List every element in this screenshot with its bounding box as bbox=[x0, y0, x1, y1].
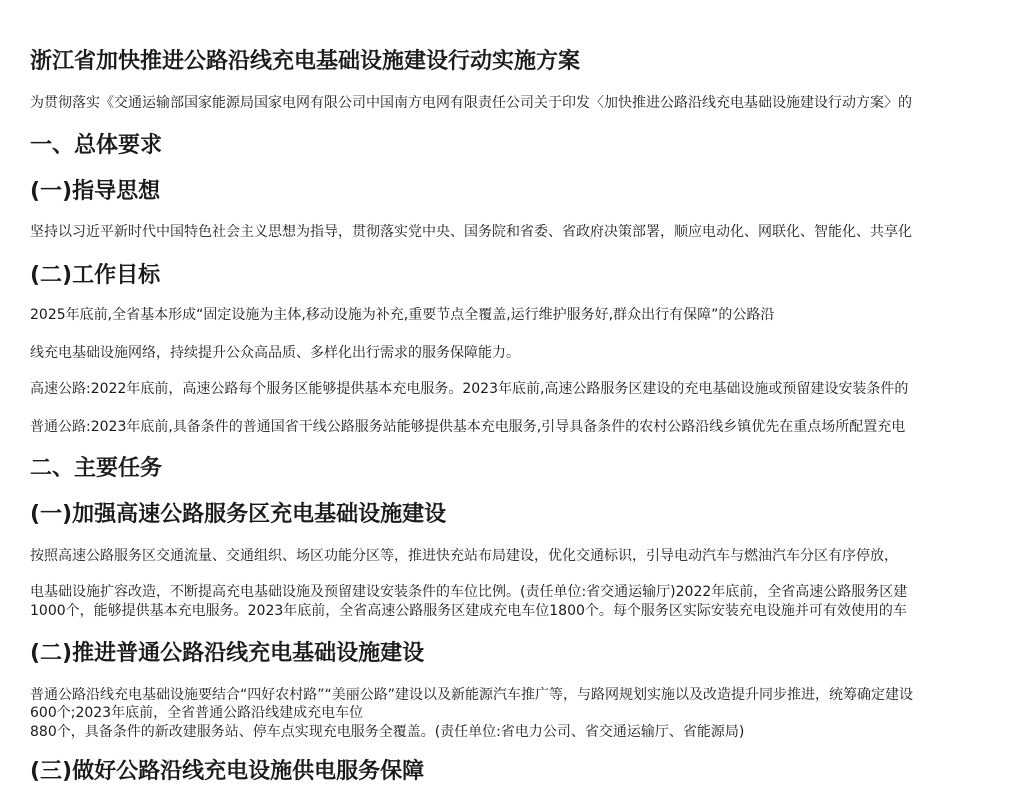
subsection-heading-ordinary-roads: (二)推进普通公路沿线充电基础设施建设 bbox=[30, 641, 425, 666]
paragraph-work-goals-2: 线充电基础设施网络，持续提升公众高品质、多样化出行需求的服务保障能力。 bbox=[30, 345, 520, 361]
subsection-heading-power-supply: (三)做好公路沿线充电设施供电服务保障 bbox=[30, 759, 425, 784]
paragraph-ordinary-road-tasks-1: 普通公路沿线充电基础设施要结合“四好农村路”“美丽公路”建设以及新能源汽车推广等，与路网规划实施以及改造提升同步推进，统筹确定建设 bbox=[30, 687, 914, 703]
intro-paragraph: 为贯彻落实《交通运输部国家能源局国家电网有限公司中国南方电网有限责任公司关于印发〈加快推进公路沿线充电基础设施建设行动方案〉的 bbox=[30, 95, 912, 111]
subsection-heading-guiding-ideology: (一)指导思想 bbox=[30, 179, 161, 204]
paragraph-ordinary-road-tasks-2: 600个;2023年底前，全省普通公路沿线建成充电车位 bbox=[30, 705, 364, 721]
paragraph-ordinary-road-goal: 普通公路:2023年底前,具备条件的普通国省干线公路服务站能够提供基本充电服务,引导具备条件的农村公路沿线乡镇优先在重点场所配置充电 bbox=[30, 419, 906, 435]
section-heading-main-tasks: 二、主要任务 bbox=[30, 456, 163, 481]
section-heading-general-requirements: 一、总体要求 bbox=[30, 133, 163, 158]
paragraph-expressway-goal: 高速公路:2022年底前，高速公路每个服务区能够提供基本充电服务。2023年底前,高速公路服务区建设的充电基础设施或预留建设安装条件的 bbox=[30, 381, 909, 397]
paragraph-expressway-tasks-2b: 1000个，能够提供基本充电服务。2023年底前，全省高速公路服务区建成充电车位1800个。每个服务区实际安装充电设施并可有效使用的车 bbox=[30, 603, 907, 619]
paragraph-expressway-tasks-1: 按照高速公路服务区交通流量、交通组织、场区功能分区等，推进快充站布局建设，优化交通标识，引导电动汽车与燃油汽车分区有序停放， bbox=[30, 548, 898, 564]
paragraph-guiding-ideology: 坚持以习近平新时代中国特色社会主义思想为指导，贯彻落实党中央、国务院和省委、省政府决策部署，顺应电动化、网联化、智能化、共享化 bbox=[30, 224, 912, 240]
document-title: 浙江省加快推进公路沿线充电基础设施建设行动实施方案 bbox=[30, 49, 581, 74]
paragraph-ordinary-road-tasks-3: 880个，具备条件的新改建服务站、停车点实现充电服务全覆盖。(责任单位:省电力公司、省交通运输厅、省能源局) bbox=[30, 724, 745, 740]
subsection-heading-expressway-service-areas: (一)加强高速公路服务区充电基础设施建设 bbox=[30, 502, 447, 527]
document-page bbox=[30, 0, 1024, 784]
paragraph-work-goals-1: 2025年底前,全省基本形成“固定设施为主体,移动设施为补充,重要节点全覆盖,运行维护服务好,群众出行有保障”的公路沿 bbox=[30, 307, 775, 323]
paragraph-expressway-tasks-2a: 电基础设施扩容改造，不断提高充电基础设施及预留建设安装条件的车位比例。(责任单位:省交通运输厅)2022年底前，全省高速公路服务区建 bbox=[30, 584, 908, 600]
subsection-heading-work-goals: (二)工作目标 bbox=[30, 263, 161, 288]
